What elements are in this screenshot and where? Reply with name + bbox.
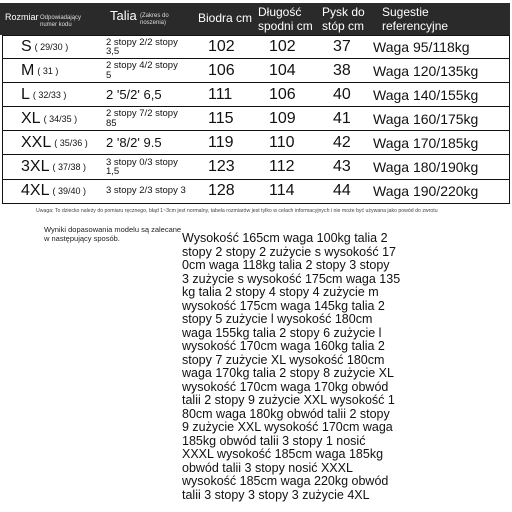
table-row — [2, 131, 510, 155]
biodra-value: 123 — [208, 158, 235, 176]
header-talia-note: (Zakres do noszenia) — [140, 13, 169, 26]
size-label — [21, 107, 77, 130]
biodra-value: 106 — [208, 61, 235, 79]
talia-value: 3 stopy 0/3 stopy 1,5 — [106, 156, 178, 178]
pysk-value: 44 — [333, 182, 351, 200]
talia-value: 2 stopy 2/2 stopy 3,5 — [106, 36, 178, 58]
table-header — [0, 3, 510, 35]
pysk-value: 40 — [333, 85, 351, 103]
header-dlugosc: Długość spodni cm — [258, 5, 313, 33]
biodra-value: 111 — [208, 85, 233, 103]
size-code: ( 29/30 ) — [34, 42, 69, 53]
size-code: ( 32/33 ) — [32, 89, 67, 100]
size-table — [2, 35, 510, 204]
dlugosc-value: 114 — [269, 182, 295, 200]
pysk-value: 42 — [333, 133, 351, 151]
fit-results-heading: Wyniki dopasowania modelu są zalecane w następujący sposób. — [44, 225, 182, 243]
dlugosc-value: 110 — [269, 133, 295, 151]
pysk-value: 41 — [333, 109, 351, 127]
waga-value: Waga 180/190kg — [373, 159, 479, 176]
talia-value: 3 stopy 2/3 stopy 3 — [106, 185, 186, 197]
table-row — [2, 59, 510, 83]
fit-description: Wysokość 165cm waga 100kg talia 2 stopy 2 stopy 2 zużycie s wysokość 17 0cm waga 118kg talia 2 stopy 3 stopy 3 zużycie s wysokość 175cm waga 135 kg talia 2 stopy 4 stopy 4 zużycie m wysokość 175cm waga 145kg talia 2 stopy 5 zużycie l wysokość 180cm waga 155kg talia 2 stopy 6 zużycie l wysokość 170cm waga 160kg talia 2 stopy 7 zużycie XL wysokość 180cm waga 170kg talia 2 stopy 8 zużycie XL wysokość 170cm waga 170kg obwód talii 2 stopy 9 zużycie XXL wysokość 1 80cm waga 180kg obwód talii 2 stopy 9 zużycie XXL wysokość 170cm waga 185kg obwód talii 3 stopy 1 nosić XXXL wysokość 185cm waga 185kg obwód talii 3 stopy nosić XXXL wysokość 185cm waga 220kg obwód talii 3 stopy 3 stopy 3 zużycie 4XL — [182, 231, 401, 502]
talia-value: 2 stopy 4/2 stopy 5 — [106, 60, 178, 81]
table-row — [2, 83, 510, 107]
size-name: 4XL — [21, 182, 50, 200]
size-label — [21, 83, 66, 106]
size-code: ( 31 ) — [37, 65, 59, 76]
pysk-value: 37 — [333, 38, 351, 56]
size-label — [21, 180, 86, 203]
table-row — [2, 155, 510, 179]
size-label — [21, 36, 68, 58]
size-name: L — [21, 85, 30, 103]
pysk-value: 43 — [333, 158, 351, 176]
dlugosc-value: 112 — [269, 158, 295, 176]
biodra-value: 115 — [208, 109, 234, 127]
waga-value: Waga 120/135kg — [373, 62, 479, 79]
waga-value: Waga 140/155kg — [373, 86, 479, 103]
header-pysk: Pysk do stóp cm — [322, 5, 365, 33]
header-sugestie: Sugestie referencyjne — [382, 5, 449, 33]
biodra-value: 119 — [208, 133, 234, 151]
size-name: XL — [21, 109, 41, 127]
dlugosc-value: 104 — [269, 61, 296, 79]
waga-value: Waga 160/175kg — [373, 110, 479, 127]
table-row — [2, 107, 510, 131]
size-name: XXL — [21, 133, 52, 151]
waga-value: Waga 190/220kg — [373, 183, 479, 200]
size-name: 3XL — [21, 158, 50, 176]
talia-value: 2 '5/2' 6,5 — [106, 87, 162, 103]
size-label — [21, 59, 58, 82]
dlugosc-value: 102 — [269, 38, 296, 56]
biodra-value: 102 — [208, 38, 235, 56]
size-code: ( 34/35 ) — [43, 113, 78, 124]
size-name: S — [21, 38, 32, 56]
size-code: ( 39/40 ) — [52, 186, 86, 197]
header-biodra: Biodra cm — [198, 11, 253, 25]
table-row — [2, 35, 510, 59]
size-code: ( 37/38 ) — [52, 162, 86, 173]
pysk-value: 38 — [333, 61, 351, 79]
biodra-value: 128 — [208, 182, 235, 200]
waga-value: Waga 170/185kg — [373, 134, 479, 151]
waga-value: Waga 95/118kg — [373, 39, 470, 56]
header-talia: Talia — [110, 8, 137, 23]
size-label — [21, 131, 88, 154]
dlugosc-value: 106 — [269, 85, 296, 103]
size-code: ( 35/36 ) — [54, 137, 88, 148]
dlugosc-value: 109 — [269, 109, 296, 127]
size-label — [21, 155, 86, 178]
size-name: M — [21, 61, 35, 79]
talia-value: 2 '8/2' 9.5 — [106, 135, 162, 151]
talia-value: 2 stopy 7/2 stopy 85 — [106, 108, 178, 129]
measurement-note: Uwaga: To dziecko należy do pomiaru ręcznego, błąd 1~3cm jest normalny, tabela rozmiarów jest tylko w celach informacyjnych i nie może być używana jako powód do zwrotu — [36, 208, 438, 214]
table-row — [2, 180, 510, 204]
header-kod: Odpowiadający numer kodu — [40, 15, 82, 28]
header-rozmiar: Rozmiar — [5, 12, 39, 22]
